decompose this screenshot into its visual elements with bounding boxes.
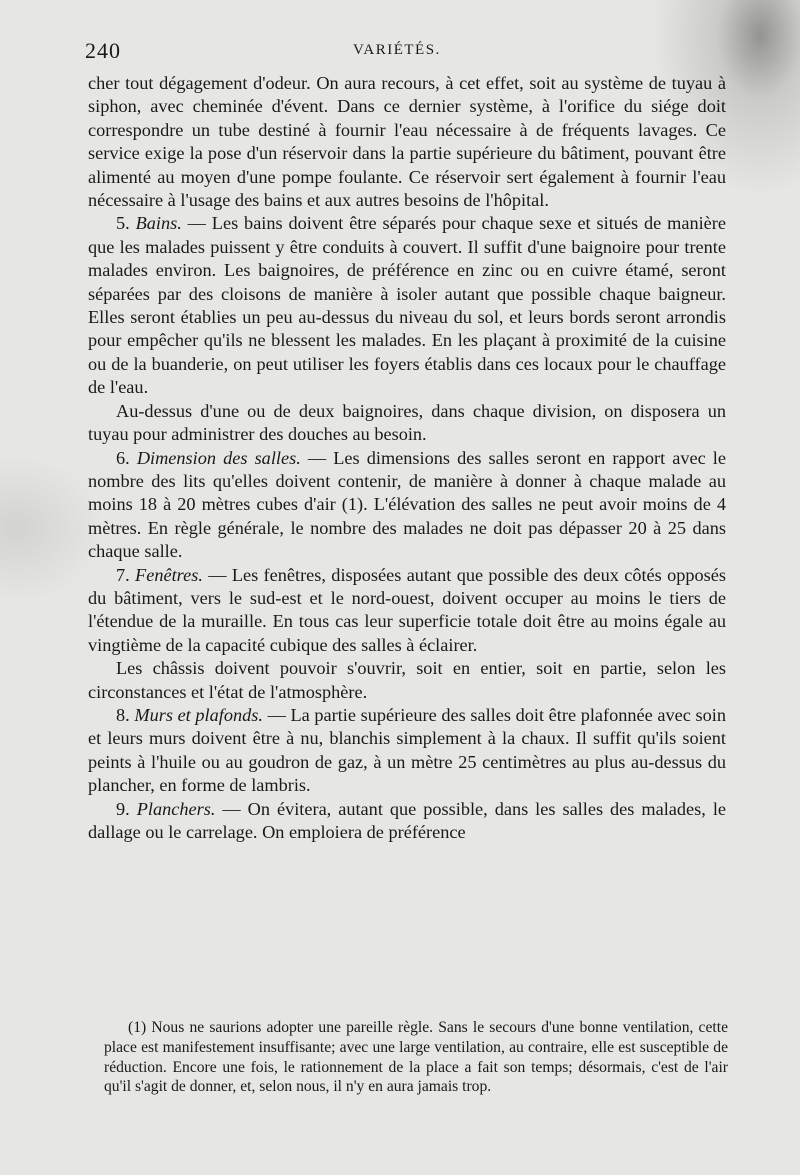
paragraph-text: — La partie supérieure des salles doit être plafonnée avec soin et leurs murs doivent être à nu, blanchis simplement à la chaux. Il suffit qu'ils soient peints à l'huile ou au goudron de gaz, à un mètre 25 centimètres au plus au-dessus du plancher, en forme de lambris. <box>88 704 726 796</box>
running-head: VARIÉTÉS. <box>353 42 441 58</box>
footnote-text: (1) Nous ne saurions adopter une pareille règle. Sans le secours d'une bonne ventilation, cette place est manifestement insuffisante; avec une large ventilation, au contraire, elle est susceptible de réduction. Encore une fois, le rationnement de la place a fait son temps; désormais, c'est de l'air qu'il s'agit de donner, et, selon nous, il n'y en aura jamais trop. <box>104 1019 728 1096</box>
section-dimension-des-salles <box>88 447 726 564</box>
section-heading: Dimension des salles. <box>136 447 301 468</box>
paragraph-text: Les châssis doivent pouvoir s'ouvrir, soit en entier, soit en partie, selon les circonstances et l'état de l'atmosphère. <box>88 658 726 702</box>
section-number: 7. <box>116 564 130 585</box>
paragraph-continuation <box>88 72 726 212</box>
section-number: 6. <box>116 447 130 468</box>
page-header <box>85 38 725 68</box>
paragraph-text: — On évitera, autant que possible, dans les salles des malades, le dallage ou le carrelage. On emploiera de préférence <box>88 798 727 842</box>
section-heading: Bains. <box>135 213 182 234</box>
paragraph-text: Au-dessus d'une ou de deux baignoires, dans chaque division, on disposera un tuyau pour administrer des douches au besoin. <box>88 400 726 445</box>
section-fenetres <box>88 564 726 658</box>
section-bains <box>88 212 726 399</box>
section-heading: Fenêtres. <box>135 564 203 585</box>
paragraph-douches <box>88 400 726 447</box>
page-number: 240 <box>85 38 121 63</box>
section-planchers <box>88 798 726 845</box>
section-heading: Murs et plafonds. <box>134 704 263 725</box>
section-heading: Planchers. <box>136 798 216 819</box>
paragraph-text: cher tout dégagement d'odeur. On aura recours, à cet effet, soit au système de tuyau à siphon, avec cheminée d'évent. Dans ce dernier système, à l'orifice du siége doit correspondre un tube destiné à fournir l'eau nécessaire à de fréquents lavages. Ce service exige la pose d'un réservoir dans la partie supérieure du bâtiment, pouvant être alimenté au moyen d'une pompe foulante. Ce réservoir sert également à fournir l'eau nécessaire à l'usage des bains et aux autres besoins de l'hôpital. <box>88 73 726 211</box>
paragraph-text: — Les fenêtres, disposées autant que possible des deux côtés opposés du bâtiment, vers le sud-est et le nord-ouest, doivent occuper au moins le tiers de l'étendue de la muraille. En tous cas leur superficie totale doit être au moins égale au vingtième de la capacité cubique des salles à éclairer. <box>88 564 726 655</box>
section-number: 9. <box>116 798 130 819</box>
section-number: 8. <box>116 704 130 725</box>
paragraph-text: — Les bains doivent être séparés pour chaque sexe et situés de manière que les malades puissent y être conduits à couvert. Il suffit d'une baignoire pour trente malades environ. Les baignoires, de préférence en zinc ou en cuivre étamé, seront séparées par des cloisons de manière à isoler autant que possible chaque baigneur. Elles seront établies un peu au-dessus du niveau du sol, et leurs bords seront arrondis pour empêcher qu'ils ne blessent les malades. En les plaçant à proximité de la cuisine ou de la buanderie, on peut utiliser les foyers établis dans ces locaux pour le chauffage de l'eau. <box>88 213 726 398</box>
section-number: 5. <box>116 213 130 234</box>
body-text <box>88 72 726 844</box>
section-murs-et-plafonds <box>88 704 726 798</box>
paragraph-chassis <box>88 657 726 704</box>
paragraph-text: — Les dimensions des salles seront en rapport avec le nombre des lits qu'elles doivent contenir, de manière à donner à chaque malade au moins 18 à 20 mètres cubes d'air (1). L'élévation des salles ne peut avoir moins de 4 mètres. En règle générale, le nombre des malades ne doit pas dépasser 20 à 25 dans chaque salle. <box>88 447 726 562</box>
footnote <box>104 1018 728 1097</box>
